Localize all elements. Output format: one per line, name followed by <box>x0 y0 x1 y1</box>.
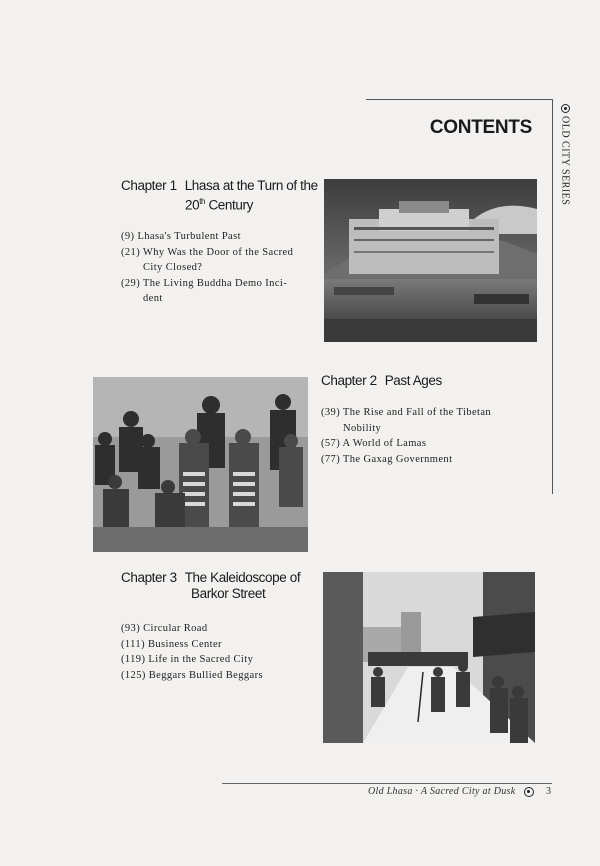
toc-entry-continuation[interactable]: dent <box>143 293 163 304</box>
chapter-3-entries <box>121 621 263 683</box>
tibetan-nobility-photo <box>93 377 308 552</box>
chapter-3-title-line2: Barkor Street <box>191 586 266 601</box>
side-rule-vertical <box>552 99 553 494</box>
chapter-2-number: Chapter 2 <box>321 373 377 388</box>
chapter-1-entries <box>121 229 293 307</box>
series-label <box>556 104 574 214</box>
chapter-1-title-line1: Lhasa at the Turn of the <box>184 178 318 193</box>
barkor-street-photo <box>323 572 535 743</box>
side-rule-top <box>366 99 553 100</box>
toc-entry[interactable]: (93) Circular Road <box>121 623 208 634</box>
book-title: Old Lhasa · A Sacred City at Dusk <box>368 786 516 797</box>
chapter-1-heading <box>121 178 321 214</box>
toc-entry[interactable]: (119) Life in the Sacred City <box>121 654 254 665</box>
chapter-1-number: Chapter 1 <box>121 178 177 193</box>
toc-entry[interactable]: (57) A World of Lamas <box>321 438 427 449</box>
toc-entry-continuation[interactable]: Nobility <box>343 422 382 434</box>
toc-entry[interactable]: (39) The Rise and Fall of the Tibetan <box>321 407 492 418</box>
footer-rule <box>222 783 552 784</box>
toc-entry[interactable]: (29) The Living Buddha Demo Inci- <box>121 277 288 289</box>
circle-dot-icon <box>524 787 534 797</box>
page-title: CONTENTS <box>429 117 532 138</box>
chapter-2-entries <box>321 405 491 467</box>
chapter-1-title-sup: th <box>199 197 206 206</box>
series-label-text: OLD CITY SERIES <box>559 116 571 206</box>
chapter-2-heading <box>321 373 442 389</box>
toc-entry[interactable]: (9) Lhasa's Turbulent Past <box>121 231 241 242</box>
running-footer <box>368 786 534 797</box>
toc-entry[interactable]: (21) Why Was the Door of the Sacred <box>121 246 294 258</box>
chapter-3-number: Chapter 3 <box>121 570 177 585</box>
toc-entry[interactable]: (111) Business Center <box>121 638 222 650</box>
chapter-3-heading <box>121 570 321 602</box>
circle-dot-icon <box>561 104 570 113</box>
chapter-1-title-line2: Century <box>205 197 253 213</box>
toc-entry[interactable]: (77) The Gaxag Government <box>321 453 453 465</box>
toc-entry-continuation[interactable]: City Closed? <box>143 262 203 273</box>
chapter-1-title-century: 20 <box>185 197 200 213</box>
page-number: 3 <box>546 786 551 797</box>
chapter-2-title: Past Ages <box>384 373 442 388</box>
toc-entry[interactable]: (125) Beggars Bullied Beggars <box>121 669 263 681</box>
chapter-3-title-line1: The Kaleidoscope of <box>184 570 301 585</box>
potala-palace-photo <box>324 179 537 342</box>
